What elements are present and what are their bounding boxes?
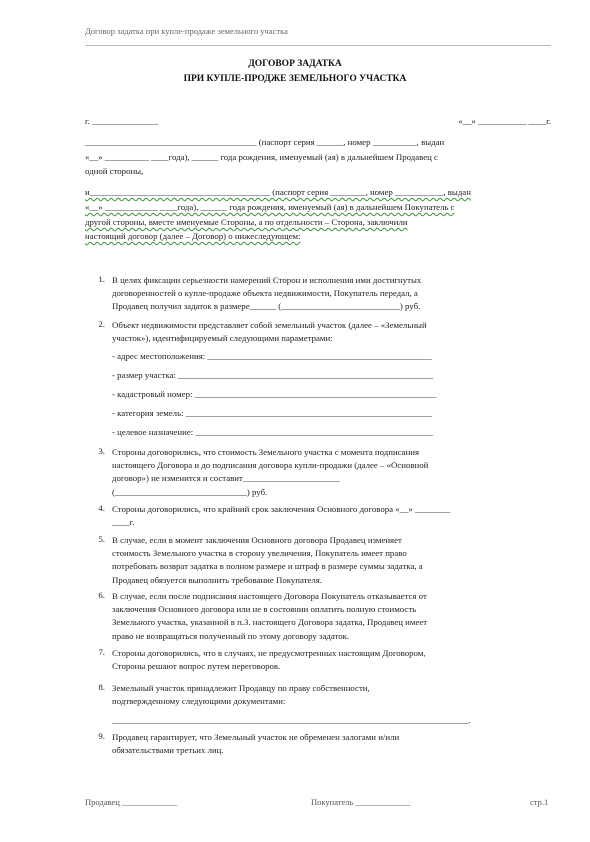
clause-number: 1. xyxy=(98,274,105,284)
clause-line: Стороны договорились, что крайний срок заключения Основного договора «__» ________ xyxy=(112,504,451,514)
clause-line: В случае, если в момент заключения Основного договора Продавец изменяет xyxy=(112,535,402,545)
clause-number: 5. xyxy=(98,534,105,544)
buyer-line-4: настоящий договор (далее – Договор) о нижеследующем: xyxy=(85,231,301,241)
document-subtitle: ПРИ КУПЛЕ-ПРОДЖЕ ЗЕМЕЛЬНОГО УЧАСТКА xyxy=(183,74,407,84)
clause-line: Земельного участка, указанной в п.3. настоящего Договора задатка, Продавец имеет xyxy=(112,617,428,628)
footer-seller-signature: Продавец _____________ xyxy=(85,797,178,807)
clause-line: стоимость Земельного участка в сторону увеличения, Покупатель имеет право xyxy=(112,548,407,559)
param-size: - размер участка: __________________________________________________________ xyxy=(112,370,434,380)
seller-line-3: одной стороны, xyxy=(85,166,144,176)
date-field: «__» ___________ ____г. xyxy=(458,116,551,126)
clause-line: договоренностей о купле-продаже объекта недвижимости, Покупатель передал, а xyxy=(112,288,418,299)
clause-line: право не возвращаться полученный по этому договору задаток. xyxy=(112,630,350,641)
clause-line: Продавец гарантирует, что Земельный участок не обременен залогами и/или xyxy=(112,732,400,742)
param-purpose: - целевое назначение: ______________________________________________________ xyxy=(112,427,433,437)
clause-line: _________________________________________________________________________________. xyxy=(112,715,471,726)
clause-line: договор») не изменится и составит______________________ xyxy=(112,473,340,484)
param-category: - категория земель: ________________________________________________________ xyxy=(112,408,433,418)
page-number: стр.1 xyxy=(530,797,549,807)
clause-line: Объект недвижимости представляет собой земельный участок (далее – «Земельный xyxy=(112,320,427,330)
clause-line: Земельный участок принадлежит Продавцу по праву собственности, xyxy=(112,683,370,693)
buyer-line-1: и_________________________________________ (паспорт серия ________, номер ___________, выдан xyxy=(85,187,471,197)
param-address: - адрес местоположения: ___________________________________________________ xyxy=(112,351,432,361)
clause-number: 6. xyxy=(98,590,105,600)
clause-number: 7. xyxy=(98,647,105,657)
clause-number: 4. xyxy=(98,503,105,513)
seller-line-2: «__» __________ ____года), ______ года рождения, именуемый (ая) в дальнейшем Продавец с xyxy=(85,152,438,162)
seller-line-1: _______________________________________ (паспорт серия ______, номер __________, выдан xyxy=(85,137,445,147)
clause-line: Стороны договорились, что стоимость Земельного участка с момента подписания xyxy=(112,447,420,457)
clause-line: В целях фиксации серьезности намерений Сторон и исполнения ими достигнутых xyxy=(112,275,422,285)
param-cadastral: - кадастровый номер: _______________________________________________________ xyxy=(112,389,437,399)
clause-number: 2. xyxy=(98,319,105,329)
page-header: Договор задатка при купле-продаже земельного участка xyxy=(85,26,288,36)
city-date-line xyxy=(85,116,551,126)
buyer-line-3: другой стороны, вместе именуемые Стороны, а по отдельности – Сторона, заключили xyxy=(85,217,408,227)
clause-line: заключения Основного договора или не в состоянии оплатить полную стоимость xyxy=(112,604,417,615)
clause-line: Стороны договорились, что в случаях, не предусмотренных настоящим Договором, xyxy=(112,648,426,658)
clause-line: В случае, если после подписания настоящего Договора Покупатель отказывается от xyxy=(112,591,427,601)
clause-line: подтвержденному следующими документами: xyxy=(112,696,286,707)
city-field: г. _______________ xyxy=(85,116,158,126)
clause-line: (______________________________) руб. xyxy=(112,486,268,497)
clause-number: 3. xyxy=(98,446,105,456)
clause-line: обязательствами третьих лиц. xyxy=(112,745,224,756)
clause-line: ____г. xyxy=(112,517,135,528)
clause-line: участок»), идентифицируемый следующими параметрами: xyxy=(112,333,333,344)
clause-line: Продавец обязуется выполнить требование Покупателя. xyxy=(112,574,323,585)
clause-number: 8. xyxy=(98,682,105,692)
clause-line: настоящего Договора и до подписания договора купли-продажи (далее – «Основной xyxy=(112,460,429,471)
header-divider xyxy=(85,45,551,46)
clause-line: потребовать возврат задатка в полном размере и штраф в размере суммы задатка, а xyxy=(112,561,423,572)
clause-number: 9. xyxy=(98,731,105,741)
clause-line: Стороны решают вопрос путем переговоров. xyxy=(112,661,281,672)
buyer-line-2: «__» ____________ ____года), ______ года рождения, именуемый (ая) в дальнейшем Покупатель с xyxy=(85,202,455,212)
footer-buyer-signature: Покупатель _____________ xyxy=(311,797,411,807)
document-title: ДОГОВОР ЗАДАТКА xyxy=(248,59,342,69)
clause-line: Продавец получил задаток в размере______ (___________________________) руб. xyxy=(112,301,421,312)
